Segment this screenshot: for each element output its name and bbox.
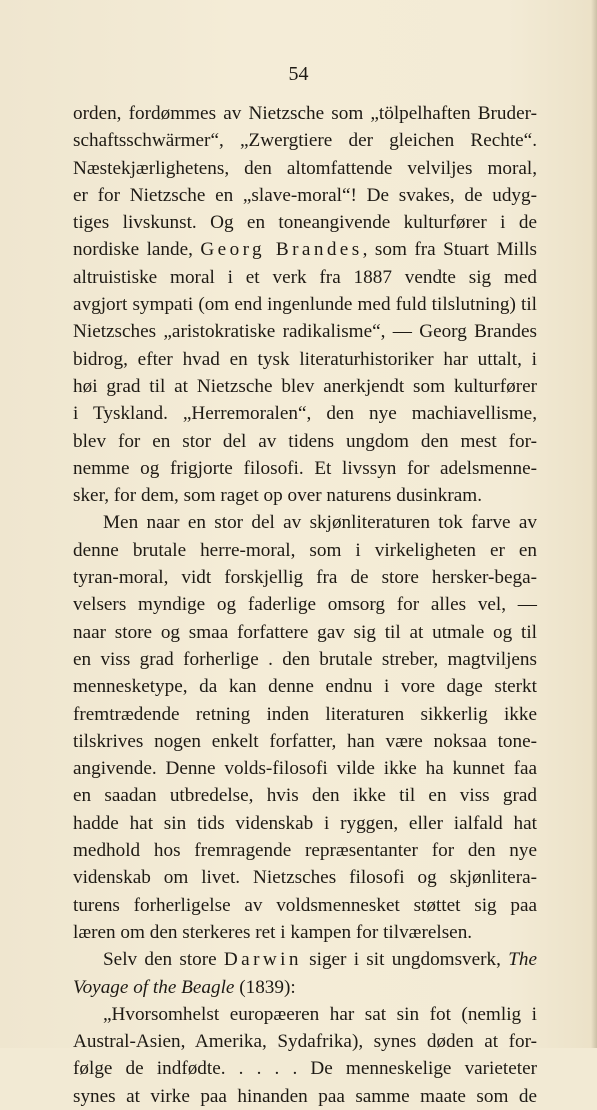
text-line: Nietzsches „aristokratiske radikalisme“, — Georg Brandes: [73, 321, 537, 343]
text-line: bidrog, efter hvad en tysk literaturhistoriker har uttalt, i: [73, 348, 537, 370]
text-line: tyran-moral, vidt forskjellig fra de store hersker-bega-: [73, 567, 537, 589]
text-line: videnskab om livet. Nietzsches filosofi og skjønlitera-: [73, 867, 537, 889]
text-line: angivende. Denne volds-filosofi vilde ikke ha kunnet faa: [73, 758, 537, 780]
text-line: tilskrives nogen enkelt forfatter, han være noksaa tone-: [73, 730, 537, 752]
text-line: Austral-Asien, Amerika, Sydafrika), synes døden at for-: [73, 1031, 537, 1053]
body-text: [73, 100, 537, 1110]
text-line: mennesketype, da kan denne endnu i vore dage sterkt: [73, 676, 537, 698]
text-line: læren om den sterkeres ret i kampen for tilværelsen.: [73, 921, 473, 943]
text-line: velsers myndige og faderlige omsorg for alles vel, —: [73, 594, 537, 616]
text-line: schaftsschwärmer“, „Zwergtiere der gleichen Rechte“.: [73, 130, 537, 152]
text-line: avgjort sympati (om end ingenlunde med fuld tilslutning) til: [73, 294, 537, 316]
text-line: fremtrædende retning inden literaturen sikkerlig ikke: [73, 703, 537, 725]
text-line: en viss grad forherlige . den brutale streber, magtviljens: [73, 648, 537, 670]
text-line: medhold hos fremragende repræsentanter for den nye: [73, 840, 537, 862]
text-line: altruistiske moral i et verk fra 1887 vendte sig med: [73, 266, 537, 288]
text-line: hadde hat sin tids videnskab i ryggen, eller ialfald hat: [73, 812, 537, 834]
text-line: „Hvorsomhelst europæeren har sat sin fot (nemlig i: [103, 1003, 537, 1025]
text-line: orden, fordømmes av Nietzsche som „tölpelhaften Bruder-: [73, 103, 537, 124]
text-line: [73, 236, 537, 263]
book-title-italic: The: [508, 949, 537, 971]
text-line: Men naar en stor del av skjønliteraturen tok farve av: [103, 512, 537, 534]
text-line: en saadan utbredelse, hvis den ikke til en viss grad: [73, 785, 537, 807]
text-line: [73, 974, 537, 1001]
text-run: siger i sit ungdomsverk,: [301, 949, 509, 971]
text-line: denne brutale herre-moral, som i virkeligheten er en: [73, 539, 537, 561]
text-line: blev for en stor del av tidens ungdom den mest for-: [73, 430, 537, 452]
text-line: [73, 946, 537, 973]
text-line: følge de indfødte. . . . . De menneskelige varieteter: [73, 1058, 537, 1080]
text-line: Næstekjærlighetens, den altomfattende velviljes moral,: [73, 157, 537, 179]
page-edge-shadow: [591, 0, 597, 1048]
text-run: Selv den store: [103, 949, 224, 971]
text-run: , som fra Stuart Mills: [362, 239, 537, 261]
text-line: høi grad til at Nietzsche blev anerkjendt som kulturfører: [73, 375, 537, 397]
page-number: 54: [288, 63, 309, 85]
text-run: nordiske lande,: [73, 239, 201, 261]
text-line: synes at virke paa hinanden paa samme maate som de: [73, 1085, 537, 1107]
text-line: tiges livskunst. Og en toneangivende kulturfører i de: [73, 212, 537, 234]
text-run: (1839):: [234, 976, 296, 998]
book-title-italic: Voyage of the Beagle: [73, 976, 235, 998]
text-line: naar store og smaa forfattere gav sig til at utmale og til: [73, 621, 537, 643]
spaced-name-darwin: Darwin: [223, 949, 302, 971]
text-line: i Tyskland. „Herremoralen“, den nye machiavellisme,: [73, 403, 537, 425]
text-line: er for Nietzsche en „slave-moral“! De svakes, de udyg-: [73, 184, 537, 206]
text-line: nemme og frigjorte filosofi. Et livssyn for adelsmenne-: [73, 457, 537, 479]
text-line: turens forherligelse av voldsmennesket støttet sig paa: [73, 894, 537, 916]
spaced-name-georg-brandes: Georg Brandes: [200, 239, 363, 261]
text-line: sker, for dem, som raget op over naturens dusinkram.: [73, 485, 482, 507]
